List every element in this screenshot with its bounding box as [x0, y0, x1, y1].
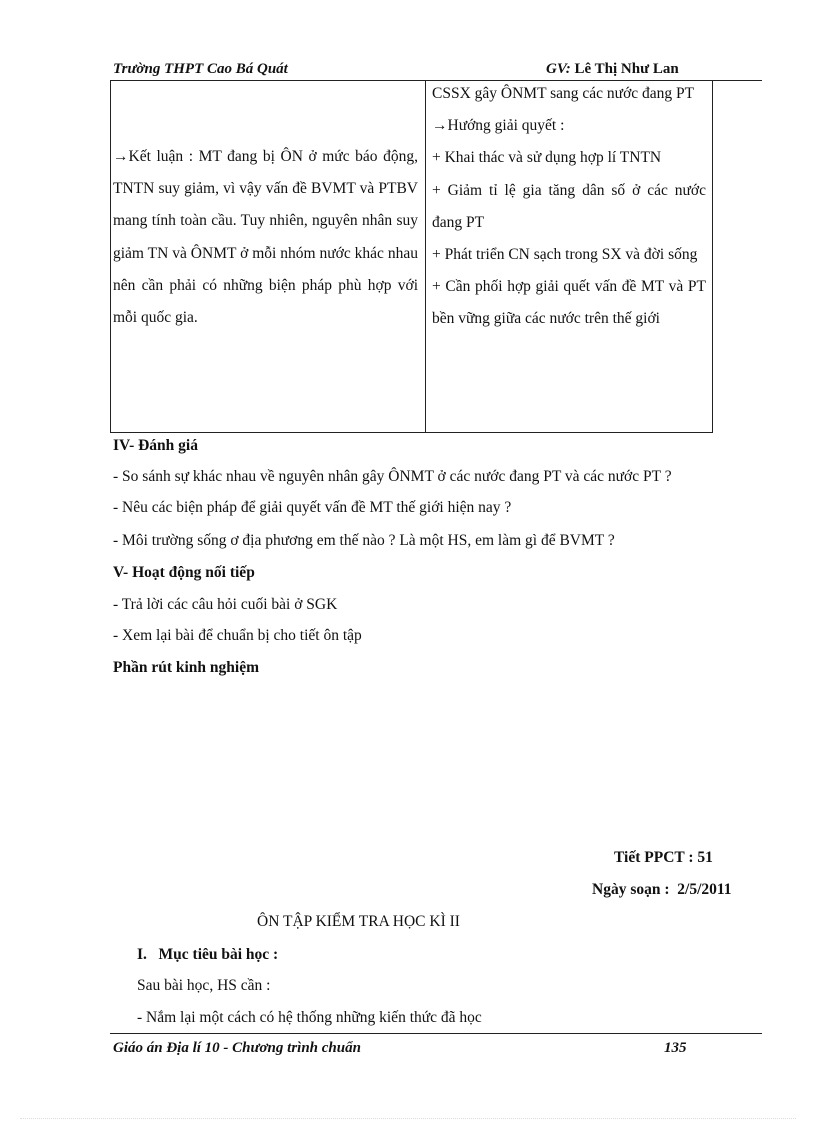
page-edge	[20, 1118, 796, 1119]
table-left-cell	[113, 141, 418, 334]
teacher-label: GV:	[546, 61, 571, 77]
right-line-2: →Hướng giải quyết :	[432, 117, 565, 135]
right-line-6: + Cần phối hợp giải quết vấn đề MT và PT bền vững giữa các nước trên thế giới	[432, 278, 706, 328]
objective-point-1: - Nắm lại một cách có hệ thống những kiến thức đã học	[137, 1009, 482, 1026]
teacher-name: Lê Thị Như Lan	[574, 61, 679, 77]
right-line-1: CSSX gây ÔNMT sang các nước đang PT	[432, 85, 695, 102]
right-line-3: + Khai thác và sử dụng hợp lí TNTN	[432, 149, 662, 167]
section5-item-2: - Xem lại bài để chuẩn bị cho tiết ôn tập	[113, 627, 362, 644]
section4-item-2: - Nêu các biện pháp để giải quyết vấn đề MT thế giới hiện nay ?	[113, 499, 512, 516]
right-line-4: + Giảm tỉ lệ gia tăng dân số ở các nước đang PT	[432, 181, 706, 231]
section4-title: IV- Đánh giá	[113, 437, 198, 454]
footer-rule	[110, 1033, 762, 1034]
table-divider	[425, 80, 426, 433]
header-school: Trường THPT Cao Bá Quát	[113, 61, 288, 77]
conclusion-text: →Kết luận : MT đang bị ÔN ở mức báo động, TNTN suy giảm, vì vậy vấn đề BVMT và PTBV mang tính toàn cầu. Tuy nhiên, nguyên nhân suy giảm TN và ÔNMT ở mỗi nhóm nước khác nhau nên cần phải có những biện pháp phù hợp với mỗi quốc gia.	[113, 148, 418, 327]
right-line-5: + Phát triển CN sạch trong SX và đời sống	[432, 246, 698, 264]
section4-item-1: - So sánh sự khác nhau về nguyên nhân gây ÔNMT ở các nước đang PT và các nước PT ?	[113, 468, 672, 485]
header-teacher	[546, 61, 679, 78]
experience-heading: Phần rút kinh nghiệm	[113, 659, 260, 676]
section4-item-3: - Môi trường sống ơ địa phương em thế nào ? Là một HS, em làm gì để BVMT ?	[113, 532, 615, 549]
section5-title: V- Hoạt động nối tiếp	[113, 564, 255, 581]
section5-item-1: - Trả lời các câu hỏi cuối bài ở SGK	[113, 596, 338, 613]
table-right-cell	[432, 78, 706, 336]
lesson-period: Tiết PPCT : 51	[614, 849, 713, 866]
objective-intro: Sau bài học, HS cần :	[137, 977, 271, 994]
lesson-date: Ngày soạn : 2/5/2011	[592, 881, 732, 898]
objective-heading: I. Mục tiêu bài học :	[137, 946, 279, 963]
footer-title: Giáo án Địa lí 10 - Chương trình chuẩn	[113, 1040, 361, 1056]
lesson-title: ÔN TẬP KIỂM TRA HỌC KÌ II	[257, 913, 460, 930]
page-number: 135	[664, 1040, 687, 1056]
